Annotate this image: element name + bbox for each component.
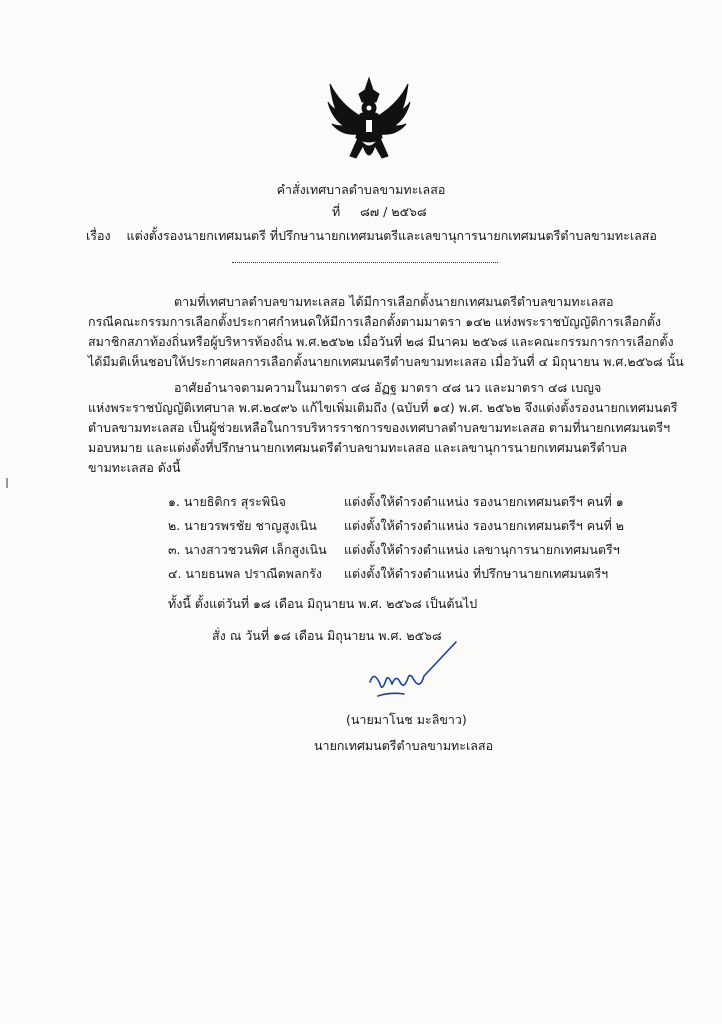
appointee-name-1: ๑. นายธิติกร สุระพินิจ — [168, 494, 286, 509]
order-number-value: ๘๗ / ๒๕๖๘ — [360, 204, 427, 219]
scan-edge-mark — [6, 478, 8, 488]
separator-dotted-line — [232, 262, 498, 263]
appointee-name-4: ๔. นายธนพล ปราณีตพลกรัง — [168, 566, 323, 581]
appointee-name-3: ๓. นางสาวชวนพิศ เล็กสูงเนิน — [168, 542, 327, 557]
appointee-role-1: แต่งตั้งให้ดำรงตำแหน่ง รองนายกเทศมนตรีฯ คนที่ ๑ — [344, 494, 624, 509]
effective-date: ทั้งนี้ ตั้งแต่วันที่ ๑๘ เดือน มิถุนายน พ.ศ. ๒๕๖๘ เป็นต้นไป — [168, 596, 478, 611]
signatory-name: (นายมาโนช มะลิขาว) — [346, 712, 467, 727]
order-number — [332, 204, 427, 220]
order-number-label: ที่ — [332, 204, 341, 219]
signatory-position: นายกเทศมนตรีตำบลขามทะเลสอ — [314, 738, 494, 753]
order-title: คำสั่งเทศบาลตำบลขามทะเลสอ — [276, 182, 446, 197]
para2-line-2: แห่งพระราชบัญญัติเทศบาล พ.ศ.๒๔๙๖ แก้ไขเพิ่มเติมถึง (ฉบับที่ ๑๔) พ.ศ. ๒๕๖๒ จึงแต่งตั้งรองนายกเทศมนตรี — [88, 400, 678, 415]
subject-line — [86, 228, 657, 244]
appointee-role-4: แต่งตั้งให้ดำรงตำแหน่ง ที่ปรึกษานายกเทศมนตรีฯ — [344, 566, 609, 581]
handwritten-signature — [360, 640, 470, 710]
subject-label: เรื่อง — [86, 228, 111, 243]
appointee-role-3: แต่งตั้งให้ดำรงตำแหน่ง เลขานุการนายกเทศมนตรีฯ — [344, 542, 620, 557]
para1-line-4: ได้มีมติเห็นชอบให้ประกาศผลการเลือกตั้งนายกเทศมนตรีตำบลขามทะเลสอ เมื่อวันที่ ๔ มิถุนายน พ.ศ.๒๕๖๘ นั้น — [88, 354, 684, 369]
para1-line-3: สมาชิกสภาท้องถิ่นหรือผู้บริหารท้องถิ่น พ.ศ.๒๕๖๒ เมื่อวันที่ ๒๘ มีนาคม ๒๕๖๘ และคณะกรรมการการเลือกตั้ง — [88, 334, 674, 349]
garuda-emblem-icon — [326, 76, 412, 168]
para2-line-1: อาศัยอำนาจตามความในมาตรา ๔๘ อัฏฐ มาตรา ๔๘ นว และมาตรา ๔๘ เบญจ — [174, 380, 602, 395]
para1-line-1: ตามที่เทศบาลตำบลขามทะเลสอ ได้มีการเลือกตั้งนายกเทศมนตรีตำบลขามทะเลสอ — [174, 294, 614, 309]
para2-line-3: ตำบลขามทะเลสอ เป็นผู้ช่วยเหลือในการบริหารราชการของเทศบาลตำบลขามทะเลสอ ตามที่นายกเทศมนตรีฯ — [88, 420, 671, 435]
appointee-name-2: ๒. นายวรพรชัย ชาญสูงเนิน — [168, 518, 317, 533]
subject-text: แต่งตั้งรองนายกเทศมนตรี ที่ปรึกษานายกเทศมนตรีและเลขานุการนายกเทศมนตรีตำบลขามทะเลสอ — [126, 228, 657, 243]
appointee-role-2: แต่งตั้งให้ดำรงตำแหน่ง รองนายกเทศมนตรีฯ คนที่ ๒ — [344, 518, 625, 533]
para1-line-2: กรณีคณะกรรมการเลือกตั้งประกาศกำหนดให้มีการเลือกตั้งตามมาตรา ๑๔๒ แห่งพระราชบัญญัติการเลือกตั้ง — [88, 314, 662, 329]
para2-line-5: ขามทะเลสอ ดังนี้ — [88, 460, 181, 475]
ordered-date: สั่ง ณ วันที่ ๑๘ เดือน มิถุนายน พ.ศ. ๒๕๖๘ — [212, 628, 442, 643]
para2-line-4: มอบหมาย และแต่งตั้งที่ปรึกษานายกเทศมนตรีตำบลขามทะเลสอ และเลขานุการนายกเทศมนตรีตำบล — [88, 440, 628, 455]
